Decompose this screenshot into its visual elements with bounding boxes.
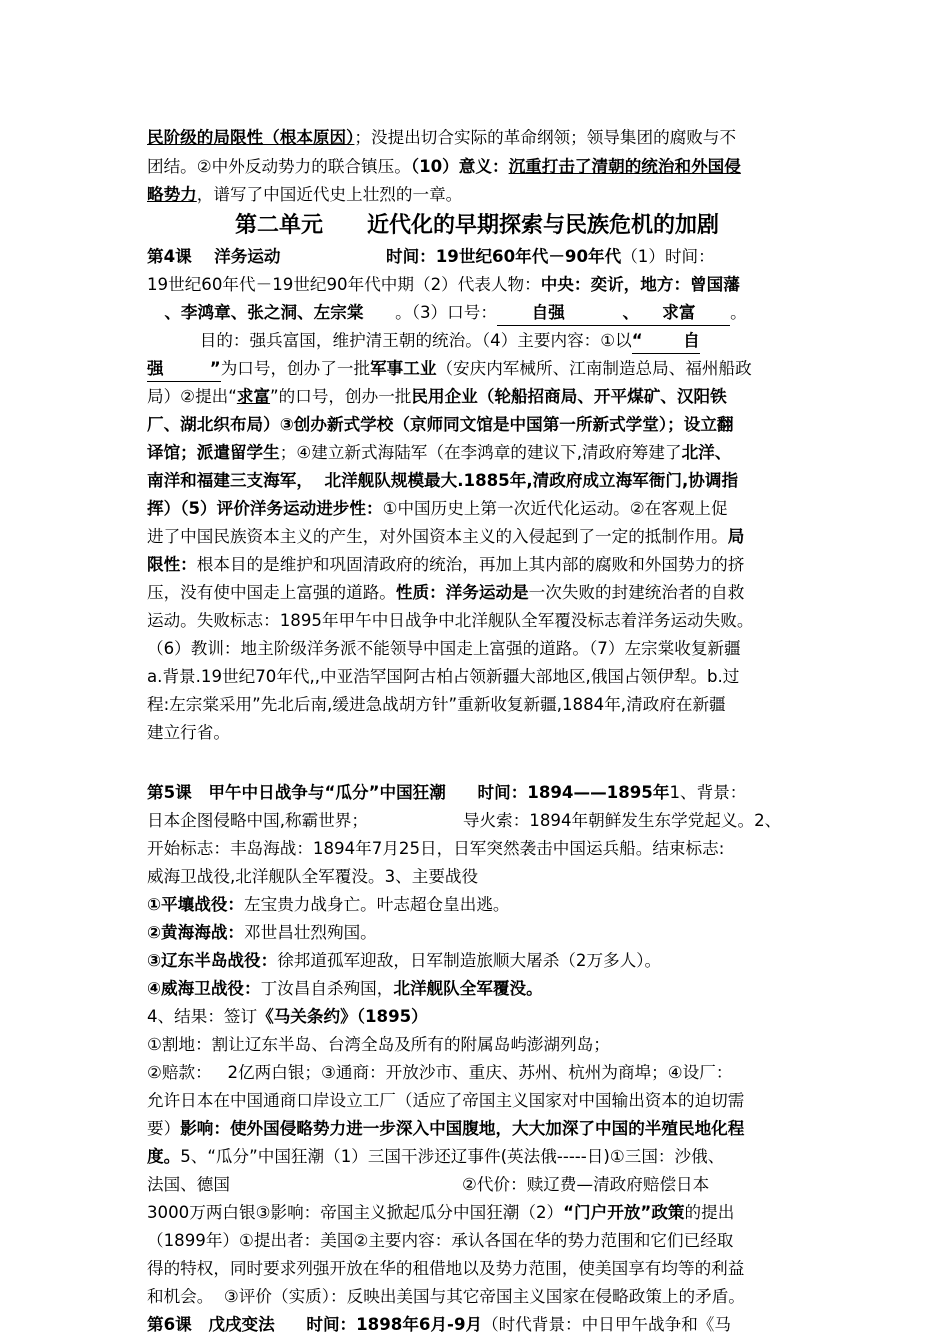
text-run: 时间：1894——1895年 <box>477 783 670 802</box>
text-run: 团结。②中外反动势力的联合镇压。 <box>147 157 411 176</box>
text-line <box>147 918 807 948</box>
text-run: 自强 、 求富 <box>497 301 730 326</box>
text-line <box>147 123 807 153</box>
text-run: 4、结果：签订 <box>147 1007 258 1026</box>
text-run: 进了中国民族资本主义的产生，对外国资本主义的入侵起到了一定的抵制作用。 <box>147 527 728 546</box>
text-line <box>147 494 807 524</box>
text-run: 程:左宗棠采用”先北后南,缓进急战胡方针”重新收复新疆,1884年,清政府在新疆 <box>147 695 726 714</box>
text-run: 建立行省。 <box>147 723 230 742</box>
unit-heading: 第二单元 近代化的早期探索与民族危机的加剧 <box>234 213 719 238</box>
text-line <box>147 180 807 210</box>
text-line <box>147 1114 807 1144</box>
text-line <box>147 1254 807 1284</box>
text-line <box>147 152 807 182</box>
text-run: 目的：强兵富国，维护清王朝的统治。（4）主要内容：①以 <box>147 331 632 350</box>
text-run: 强 ” <box>147 357 221 382</box>
text-line <box>147 522 807 552</box>
text-run: 略势力 <box>147 185 197 204</box>
text-run: 《马关条约》（1895） <box>257 1007 428 1026</box>
text-line <box>147 1226 807 1256</box>
text-run: 。 <box>730 303 747 322</box>
text-run: 影响：使外国侵略势力进一步深入中国腹地，大大加深了中国的半殖民地化程 <box>180 1119 745 1138</box>
text-run: 挥）（5）评价洋务运动进步性： <box>147 499 383 518</box>
text-line <box>147 466 807 496</box>
text-line <box>147 410 807 440</box>
text-line <box>147 718 807 748</box>
text-run: ④威海卫战役： <box>147 979 261 998</box>
text-run: 为口号，创办了一批 <box>220 359 371 378</box>
text-line <box>147 890 807 920</box>
text-line <box>147 1170 807 1200</box>
text-run: 性质：洋务运动是 <box>395 583 529 602</box>
text-run: 民阶级的局限性（根本原因） <box>147 128 355 147</box>
text-line <box>147 778 807 808</box>
text-run: 的提出 <box>684 1203 735 1222</box>
text-run: 5、“瓜分”中国狂潮（1）三国干涉还辽事件(英法俄-----日)①三国：沙俄、 <box>180 1147 725 1166</box>
text-run: 允许日本在中国通商口岸设立工厂（适应了帝国主义国家对中国输出资本的迫切需 <box>147 1091 745 1110</box>
text-line <box>147 326 807 356</box>
text-line <box>147 1086 807 1116</box>
text-run: 开始标志：丰岛海战：1894年7月25日，日军突然袭击中国运兵船。结束标志: <box>147 839 725 858</box>
text-run: 第4课 洋务运动 <box>147 247 281 266</box>
text-run: 徐邦道孤军迎敌，日军制造旅顺大屠杀（2万多人）。 <box>277 951 662 970</box>
text-run: （安庆内军械所、江南制造总局、福州船政 <box>436 359 752 378</box>
text-run: 、李鸿章、张之洞、左宗棠 <box>147 303 364 322</box>
text-run: 译馆；派遣留学生 <box>147 443 280 462</box>
text-run: ①中国历史上第一次近代化运动。②在客观上促 <box>382 499 728 518</box>
text-run: 时间：1898年6月-9月 <box>306 1315 483 1334</box>
text-run: 邓世昌壮烈殉国。 <box>244 923 377 942</box>
text-run: 和机会。 ③评价（实质）：反映出美国与其它帝国主义国家在侵略政策上的矛盾。 <box>147 1287 745 1306</box>
text-run: （6）教训：地主阶级洋务派不能领导中国走上富强的道路。（7）左宗棠收复新疆 <box>147 639 741 658</box>
text-run <box>446 783 478 802</box>
text-run: ；没提出切合实际的革命纲领；领导集团的腐败与不 <box>354 128 737 147</box>
text-run: 中央：奕䜣，地方：曾国藩 <box>540 275 740 294</box>
text-run: ”的口号，创办一批 <box>270 387 412 406</box>
text-run: 南洋和福建三支海军， 北洋舰队规模最大.1885年,清政府成立海军衙门,协调指 <box>147 471 739 490</box>
text-line <box>147 1058 807 1088</box>
text-run: 根本目的是维护和巩固清政府的统治，再加上其内部的腐败和外国势力的挤 <box>196 555 745 574</box>
text-line <box>147 354 807 384</box>
text-run: 。（3）口号： <box>363 303 497 322</box>
text-run: 时间：19世纪60年代－90年代 <box>385 247 622 266</box>
text-run: ；④建立新式海陆军（在李鸿章的建议下,清政府筹建了 <box>279 443 682 462</box>
text-run: 威海卫战役,北洋舰队全军覆没。3、主要战役 <box>147 867 479 886</box>
text-line <box>147 862 807 892</box>
text-line <box>147 1002 807 1032</box>
text-line <box>147 1282 807 1312</box>
text-line <box>147 806 807 836</box>
text-run: 压，没有使中国走上富强的道路。 <box>147 583 396 602</box>
text-run: 民用企业（轮船招商局、开平煤矿、汉阳铁 <box>411 387 727 406</box>
text-run: 北洋、 <box>681 443 732 462</box>
text-line <box>147 242 807 272</box>
text-line <box>147 1310 807 1340</box>
text-line <box>147 946 807 976</box>
text-line <box>147 634 807 664</box>
text-run: “ 自 <box>632 329 700 354</box>
text-run: 度。 <box>147 1147 181 1166</box>
text-run: 军事工业 <box>370 359 437 378</box>
text-line <box>147 550 807 580</box>
text-run: ②赔款： 2亿两白银；③通商：开放沙市、重庆、苏州、杭州为商埠；④设厂： <box>147 1063 733 1082</box>
text-run: “门户开放”政策 <box>563 1203 685 1222</box>
text-run: 一次失败的封建统治者的自救 <box>528 583 745 602</box>
text-run: 得的特权，同时要求列强开放在华的租借地以及势力范围，使美国享有均等的利益 <box>147 1259 745 1278</box>
text-run: 3000万两白银③影响：帝国主义掀起瓜分中国狂潮（2） <box>147 1203 564 1222</box>
text-run: 19世纪60年代－19世纪90年代中期（2）代表人物： <box>147 275 541 294</box>
text-line <box>147 834 807 864</box>
text-run: 厂、湖北织布局）③创办新式学校（京师同文馆是中国第一所新式学堂）；设立翻 <box>147 415 734 434</box>
text-run: 左宝贵力战身亡。叶志超仓皇出逃。 <box>244 895 510 914</box>
text-line <box>147 270 807 300</box>
text-run: 北洋舰队全军覆没。 <box>393 979 543 998</box>
text-run: a.背景.19世纪70年代,,中亚浩罕国阿古柏占领新疆大部地区,俄国占领伊犁。b.过 <box>147 667 740 686</box>
text-line <box>147 974 807 1004</box>
text-run <box>280 247 386 266</box>
text-run: （时代背景：中日甲午战争和《马 <box>482 1315 731 1334</box>
text-run: （1）时间： <box>621 247 715 266</box>
text-line <box>147 298 807 328</box>
text-run: 局）②提出“ <box>147 387 237 406</box>
text-run: 沉重打击了清朝的统治和外国侵 <box>508 157 741 176</box>
text-run <box>275 1315 307 1334</box>
text-run: （1899年）①提出者：美国②主要内容：承认各国在华的势力范围和它们已经取 <box>147 1231 734 1250</box>
text-run: 运动。失败标志：1895年甲午中日战争中北洋舰队全军覆没标志着洋务运动失败。 <box>147 611 754 630</box>
text-run: 求富 <box>236 387 271 406</box>
text-run: ①平壤战役： <box>147 895 245 914</box>
text-run: ②黄海海战： <box>147 923 245 942</box>
text-run: ①割地：割让辽东半岛、台湾全岛及所有的附属岛屿澎湖列岛； <box>147 1035 610 1054</box>
text-line <box>147 1198 807 1228</box>
text-run: 第5课 甲午中日战争与“瓜分”中国狂潮 <box>147 783 446 802</box>
text-run: ，谱写了中国近代史上壮烈的一章。 <box>196 185 463 204</box>
text-run: 局 <box>727 527 745 546</box>
text-line <box>147 578 807 608</box>
text-line <box>147 1142 807 1172</box>
text-run: 限性： <box>147 555 197 574</box>
text-run: （10）意义： <box>410 157 509 176</box>
text-run: 日本企图侵略中国,称霸世界； 导火索：1894年朝鲜发生东学党起义。2、 <box>147 811 782 830</box>
text-line <box>147 382 807 412</box>
text-run: 丁汝昌自杀殉国， <box>260 979 394 998</box>
text-line <box>147 606 807 636</box>
text-run: ③辽东半岛战役： <box>147 951 278 970</box>
text-line <box>147 438 807 468</box>
text-line <box>147 662 807 692</box>
text-run: 1、背景： <box>669 783 747 802</box>
text-run: 要） <box>147 1119 181 1138</box>
text-line <box>147 690 807 720</box>
text-run: 第6课 戊戌变法 <box>147 1315 275 1334</box>
text-run: 法国、德国 ②代价：赎辽费—清政府赔偿日本 <box>147 1175 710 1194</box>
text-line <box>147 1030 807 1060</box>
